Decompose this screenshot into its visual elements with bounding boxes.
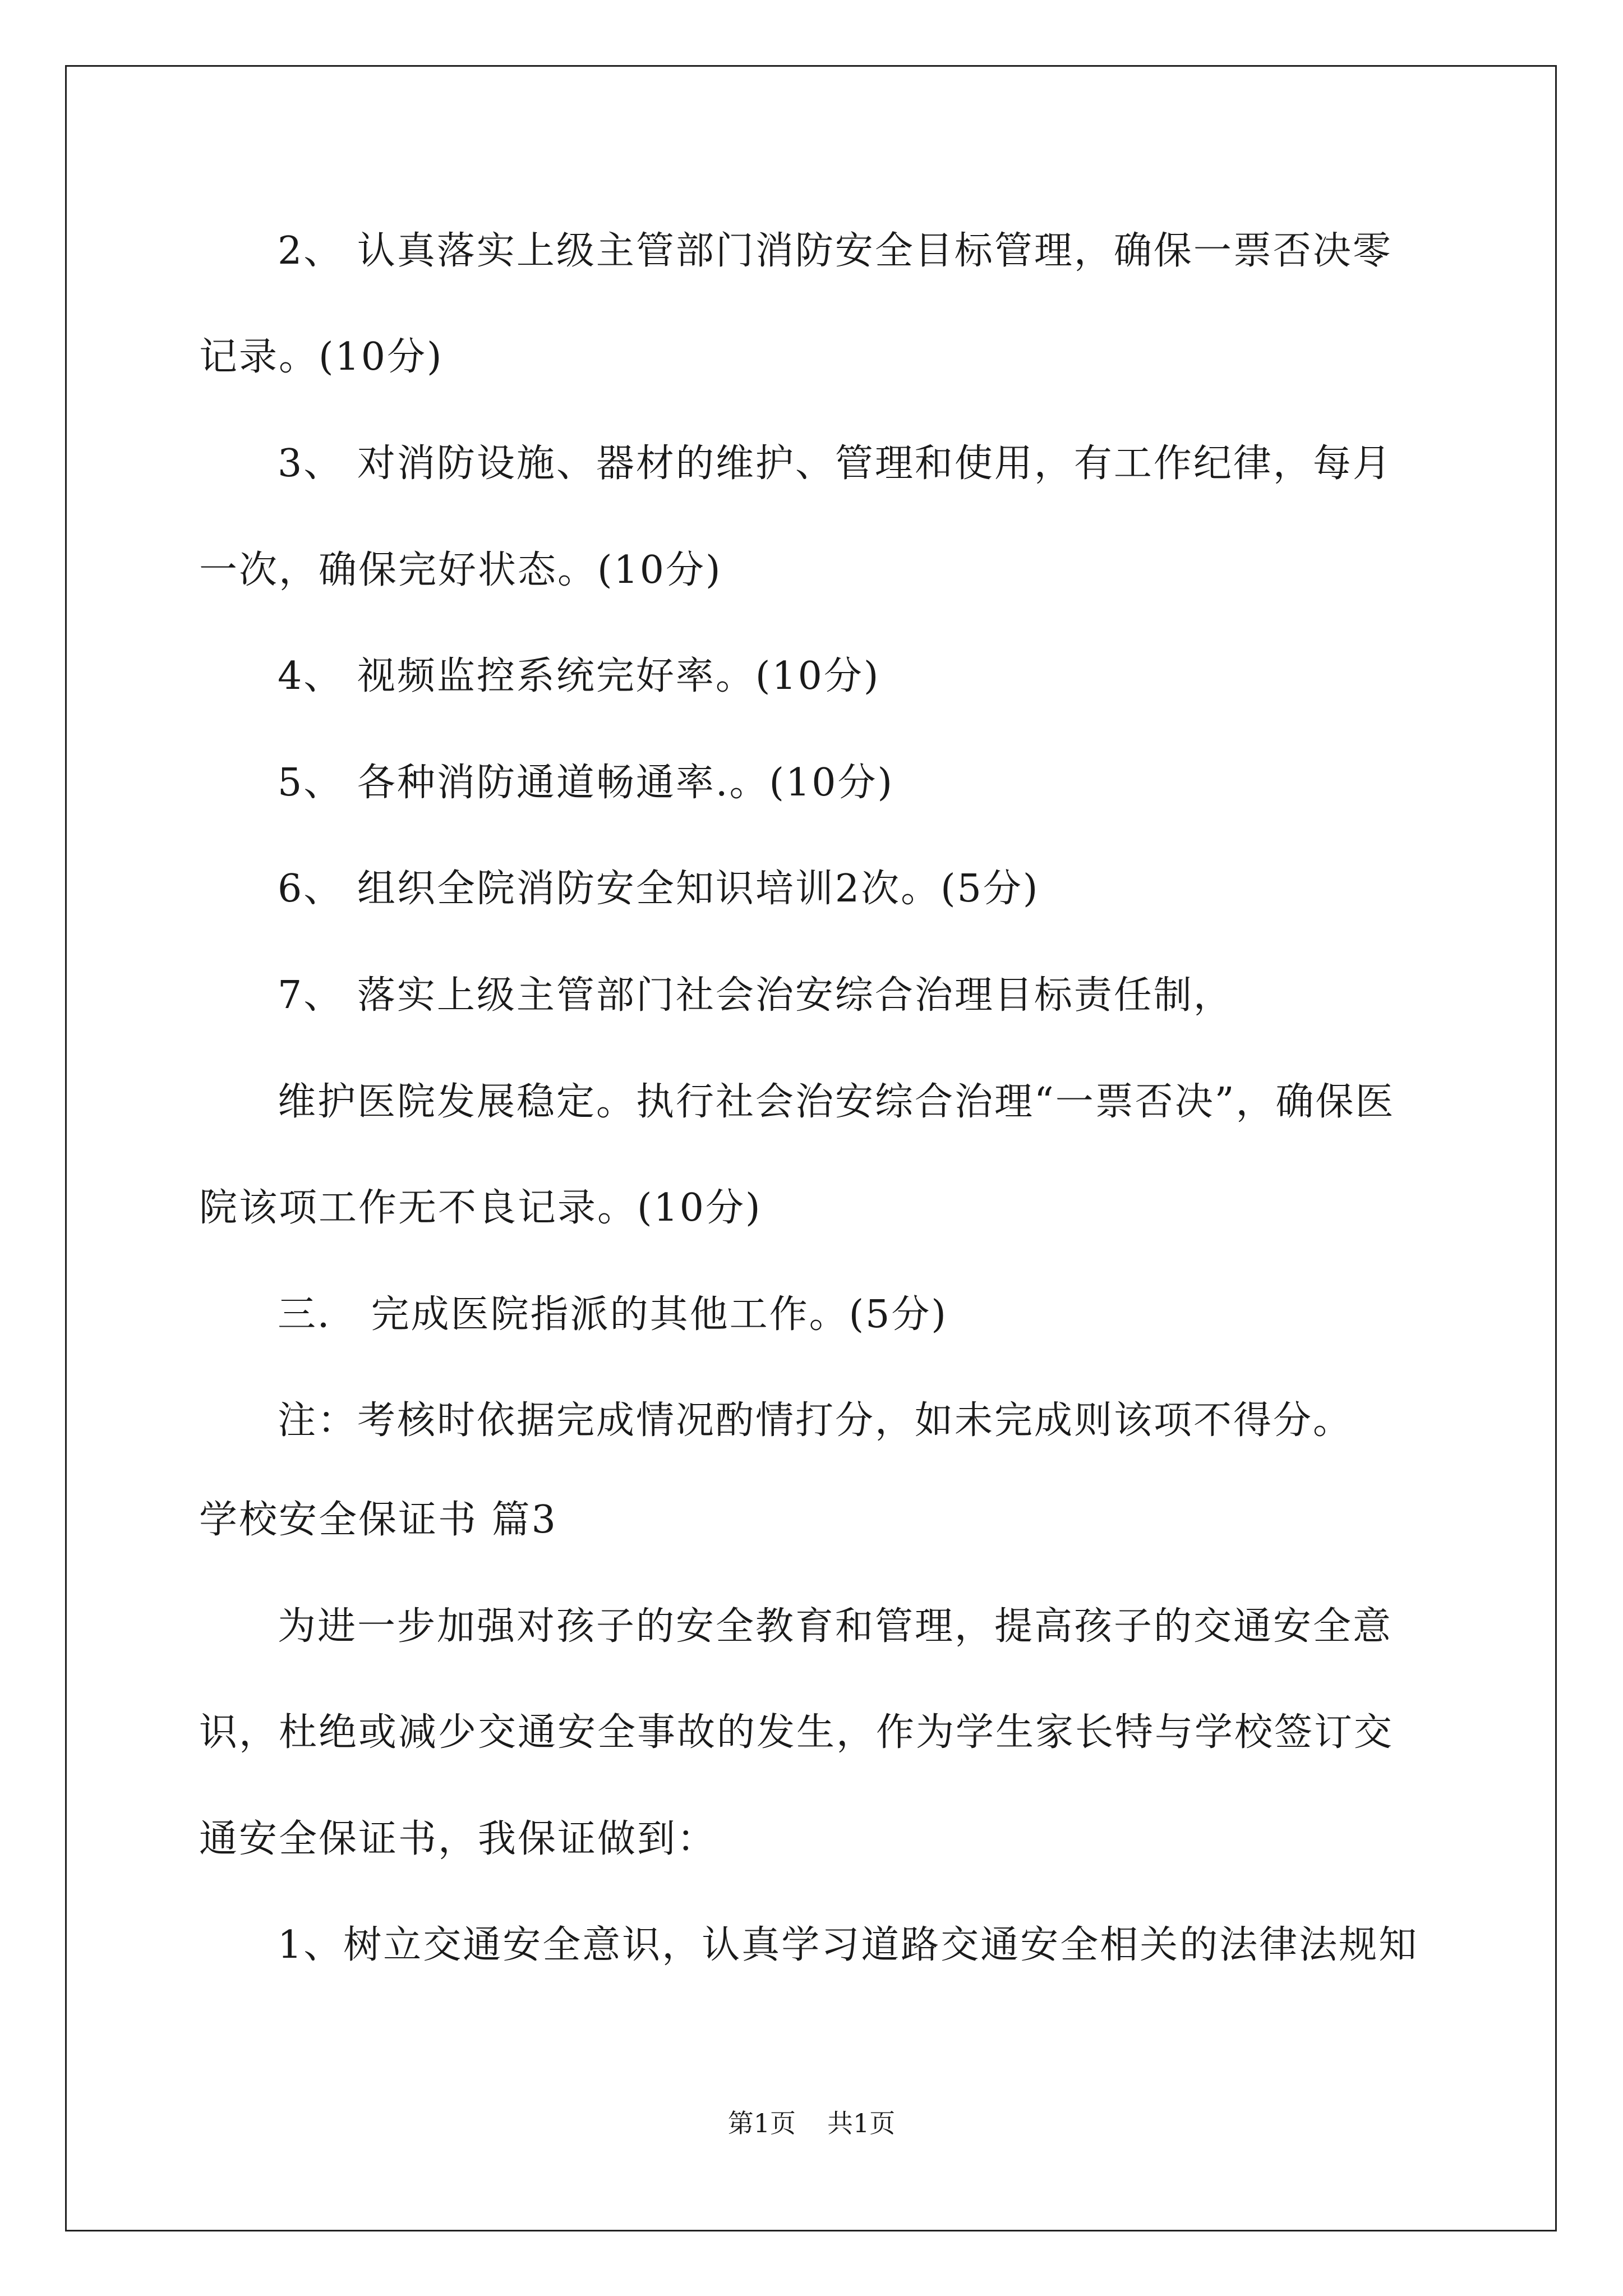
text-line: 为进一步加强对孩子的安全教育和管理，提高孩子的交通安全意 (278, 1604, 1393, 1649)
text-line: 7、 落实上级主管部门社会治安综合治理目标责任制， (278, 973, 1233, 1018)
text-line: 4、 视频监控系统完好率。(10分) (278, 654, 880, 698)
text-line: 3、 对消防设施、器材的维护、管理和使用，有工作纪律，每月 (278, 441, 1393, 486)
text-line: 2、 认真落实上级主管部门消防安全目标管理，确保一票否决零 (278, 229, 1393, 273)
text-line: 6、 组织全院消防安全知识培训2次。(5分) (278, 867, 1040, 911)
text-line: 1、树立交通安全意识，认真学习道路交通安全相关的法律法规知 (278, 1923, 1419, 1967)
page-footer (0, 2106, 1623, 2140)
section-heading: 三． 完成医院指派的其他工作。(5分) (278, 1292, 948, 1337)
text-line: 5、 各种消防通道畅通率.。(10分) (278, 761, 895, 805)
text-line: 一次，确保完好状态。(10分) (199, 548, 722, 592)
text-line: 维护医院发展稳定。执行社会治安综合治理“一票否决”，确保医 (278, 1080, 1395, 1124)
text-line: 通安全保证书，我保证做到： (199, 1817, 717, 1861)
text-line: 识，杜绝或减少交通安全事故的发生，作为学生家长特与学校签订交 (199, 1710, 1394, 1755)
section-title: 学校安全保证书 篇3 (199, 1498, 557, 1542)
page-number: 第1页 (727, 2108, 796, 2138)
text-line: 记录。(10分) (199, 335, 444, 379)
page-total: 共1页 (827, 2108, 896, 2138)
note-line: 注：考核时依据完成情况酌情打分，如未完成则该项不得分。 (278, 1398, 1353, 1443)
text-line: 院该项工作无不良记录。(10分) (199, 1186, 762, 1230)
page-border (65, 65, 1557, 2231)
